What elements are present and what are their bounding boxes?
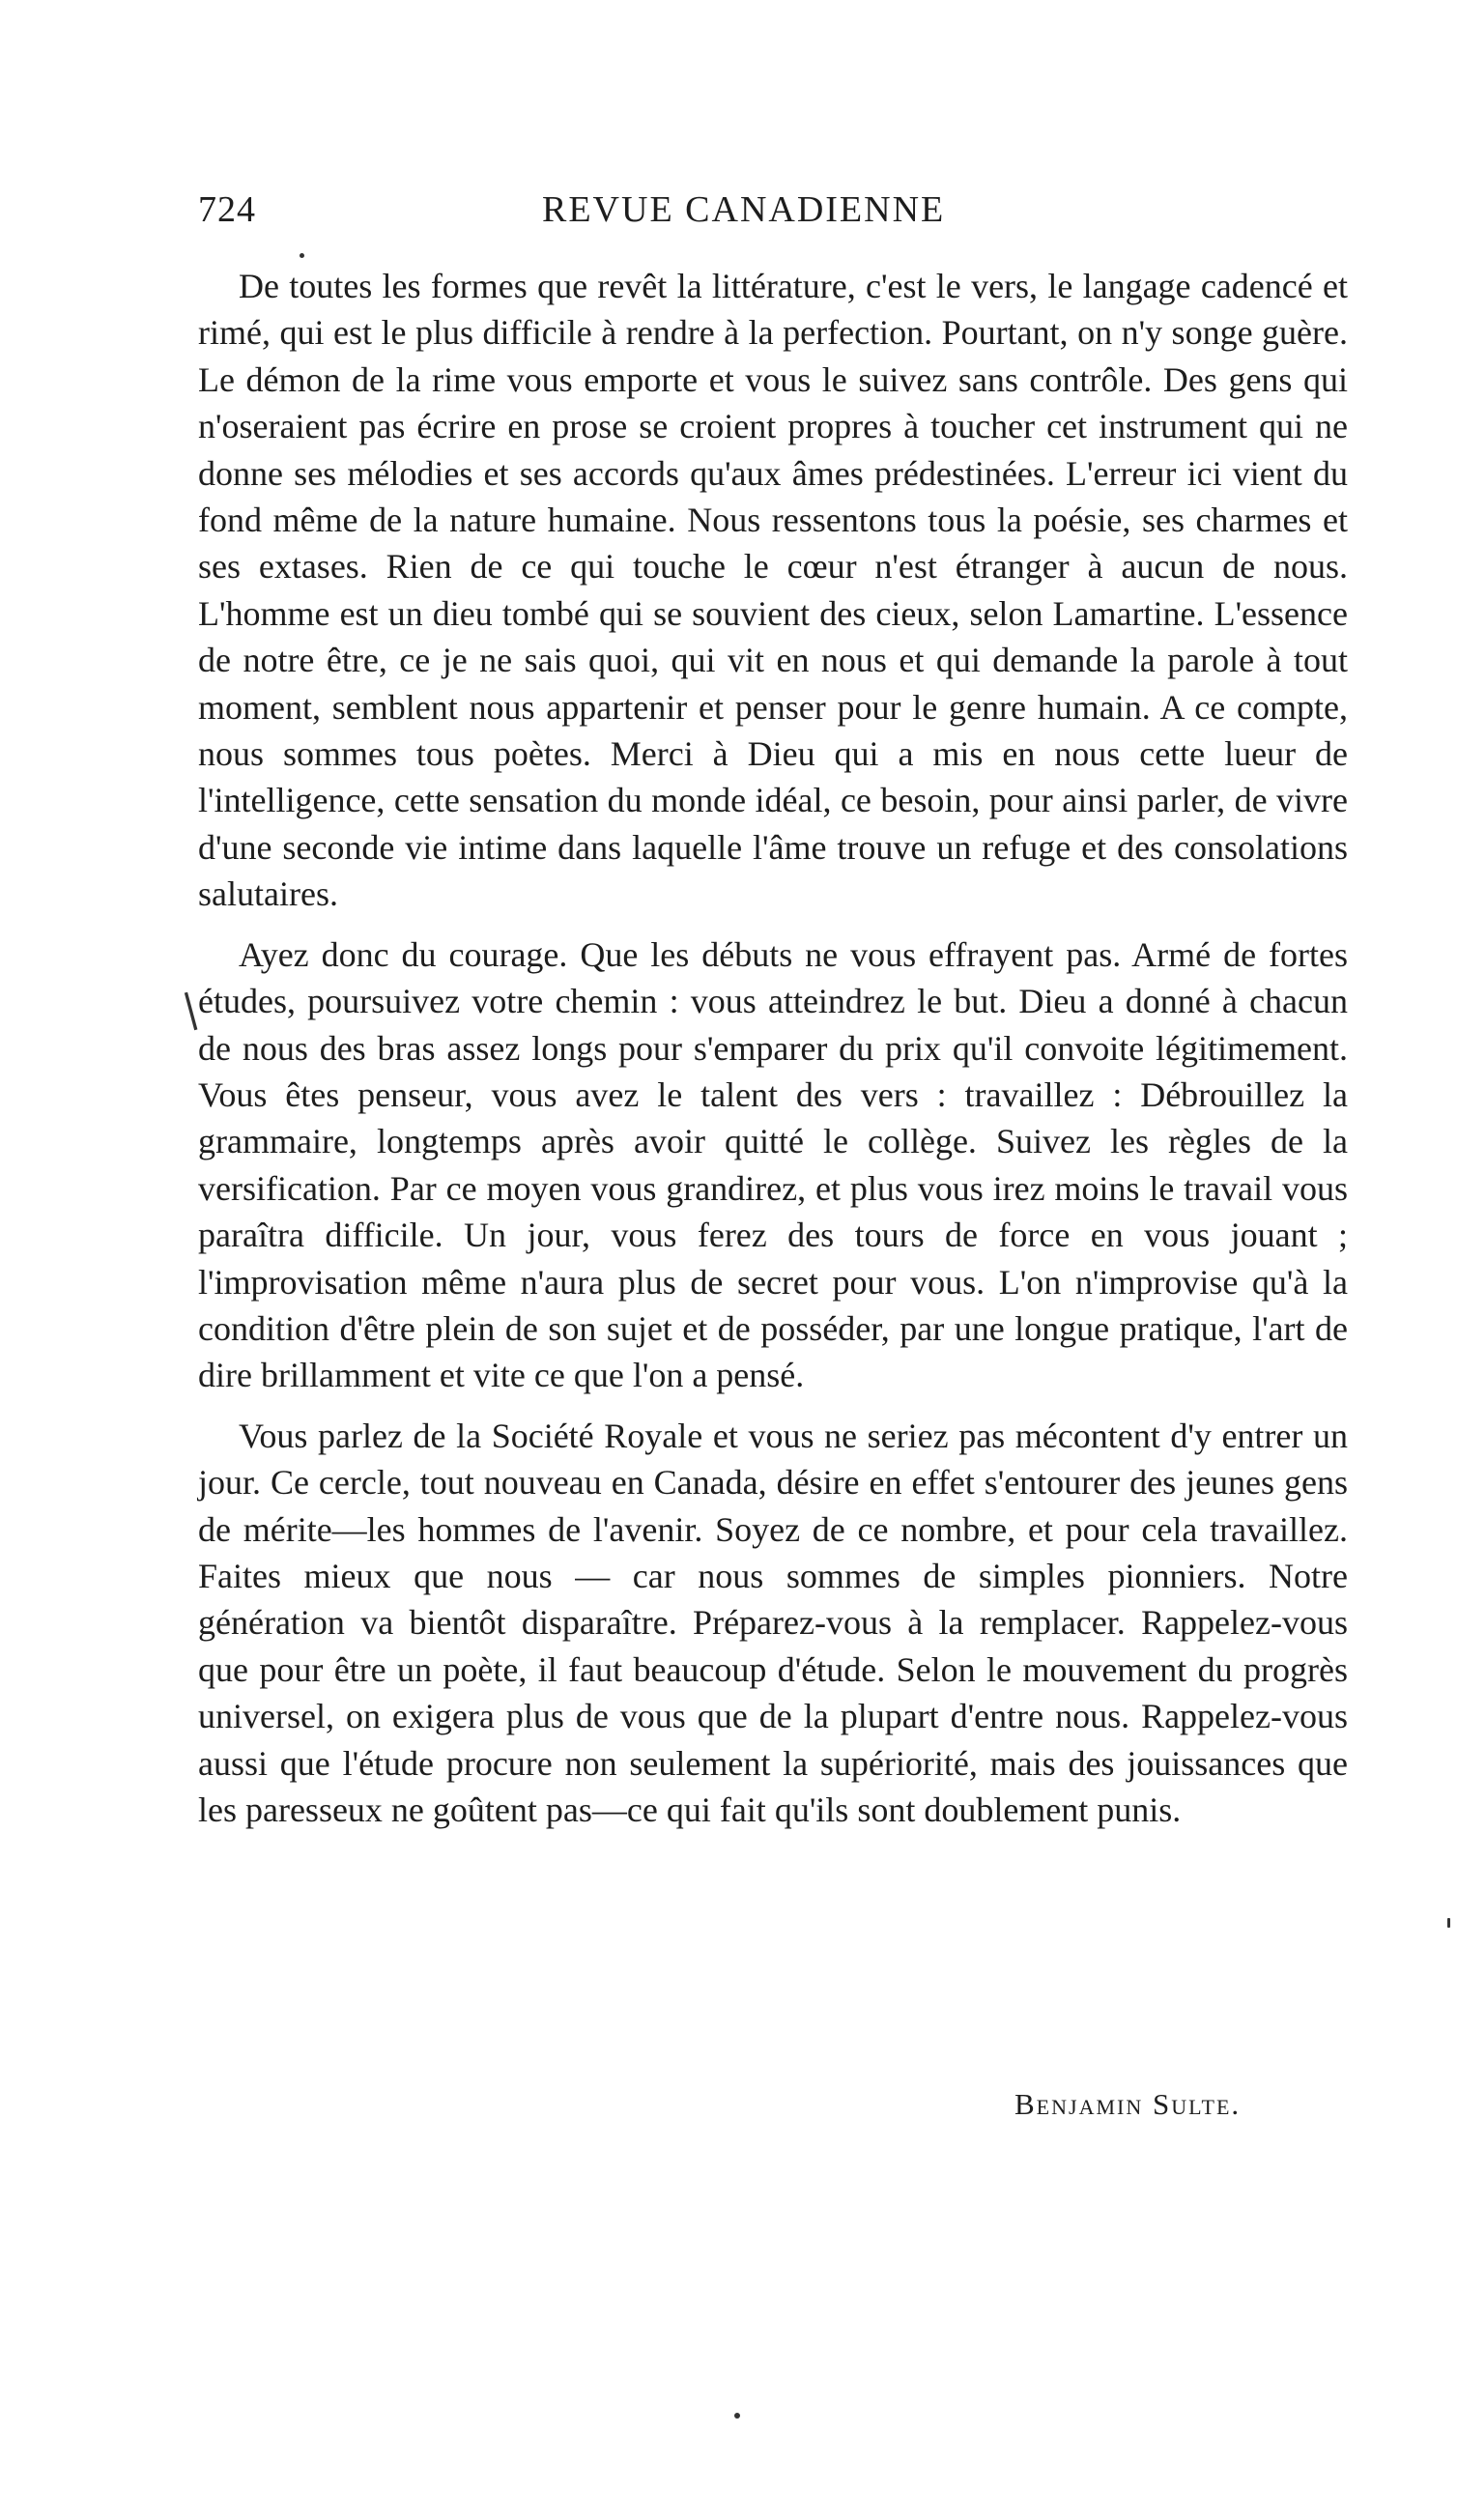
page-header (198, 188, 1338, 246)
body-text (198, 263, 1348, 1847)
running-head: REVUE CANADIENNE (542, 189, 946, 230)
page-number: 724 (198, 189, 256, 230)
author-signature: Benjamin Sulte. (1014, 2087, 1242, 2121)
ink-speck (734, 2413, 740, 2419)
margin-mark-icon: ❘ (168, 983, 212, 1034)
paragraph-2: Ayez donc du courage. Que les débuts ne vous effrayent pas. Armé de fortes études, poursuivez votre chemin : vous atteindrez le but. Dieu a donné à chacun de nous des bras assez longs pour s'emparer du prix qu'il convoite légitimement. Vous êtes penseur, vous avez le talent des vers : travaillez : Débrouillez la grammaire, longtemps après avoir quitté le collège. Suivez les règles de la versification. Par ce moyen vous grandirez, et plus vous irez moins le travail vous paraîtra difficile. Un jour, vous ferez des tours de force en vous jouant ; l'improvisation même n'aura plus de secret pour vous. L'on n'improvise qu'à la condition d'être plein de son sujet et de posséder, par une longue pratique, l'art de dire brillamment et vite ce que l'on a pensé. (198, 934, 1348, 1395)
paragraph-1: De toutes les formes que revêt la littérature, c'est le vers, le langage cadencé et rimé, qui est le plus difficile à rendre à la perfection. Pourtant, on n'y songe guère. Le démon de la rime vous emporte et vous le suivez sans contrôle. Des gens qui n'oseraient pas écrire en prose se croient propres à toucher cet instrument qui ne donne ses mélodies et ses accords qu'aux âmes prédestinées. L'erreur ici vient du fond même de la nature humaine. Nous ressentons tous la poésie, ses charmes et ses extases. Rien de ce qui touche le cœur n'est étranger à aucun de nous. L'homme est un dieu tombé qui se souvient des cieux, selon Lamartine. L'essence de notre être, ce je ne sais quoi, qui vit en nous et qui demande la parole à tout moment, semblent nous appartenir et penser pour le genre humain. A ce compte, nous sommes tous poètes. Merci à Dieu qui a mis en nous cette lueur de l'intelligence, cette sensation du monde idéal, ce besoin, pour ainsi parler, de vivre d'une seconde vie intime dans laquelle l'âme trouve un refuge et des consolations salutaires. (198, 267, 1348, 914)
ink-speck (300, 253, 304, 258)
ink-speck (1447, 1918, 1450, 1928)
paragraph-3: Vous parlez de la Société Royale et vous ne seriez pas mécontent d'y entrer un jour. Ce cercle, tout nouveau en Canada, désire en effet s'entourer des jeunes gens de mérite—les hommes de l'avenir. Soyez de ce nombre, et pour cela travaillez. Faites mieux que nous — car nous sommes de simples pionniers. Notre génération va bientôt disparaître. Préparez-vous à la remplacer. Rappelez-vous que pour être un poète, il faut beaucoup d'étude. Selon le mouvement du progrès universel, on exigera plus de vous que de la plupart d'entre nous. Rappelez-vous aussi que l'étude procure non seulement la supériorité, mais des jouissances que les paresseux ne goûtent pas—ce qui fait qu'ils sont doublement punis. (198, 1416, 1348, 1829)
